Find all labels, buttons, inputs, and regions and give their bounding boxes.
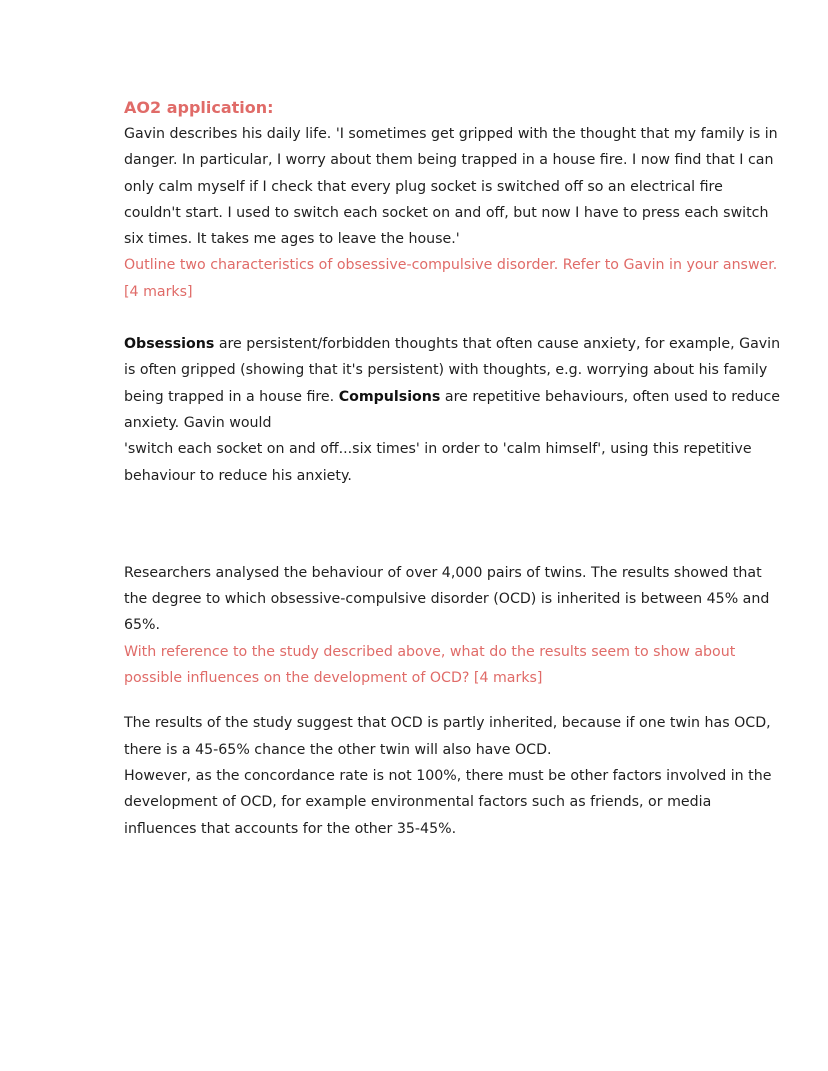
obsessions-term: Obsessions	[124, 336, 215, 353]
answer-1-continuation: 'switch each socket on and off...six times' in order to 'calm himself', using this repetitive behaviour to reduce his anxiety.	[124, 441, 752, 484]
question-2: With reference to the study described above, what do the results seem to show about possible influences on the development of OCD? [4 marks]	[124, 643, 736, 687]
answer-1	[124, 331, 784, 489]
scenario-text: Gavin describes his daily life. 'I sometimes get gripped with the thought that my family is in danger. In particular, I worry about them being trapped in a house fire. I now find that I can only calm myself if I check that every plug socket is switched off so an electrical fire couldn't start. I used to switch each socket on and off, but now I have to press each switch six times. It takes me ages to leave the house.'	[124, 126, 778, 248]
section-heading: AO2 application:	[124, 98, 274, 117]
compulsions-term: Compulsions	[338, 388, 441, 405]
question-1: Outline two characteristics of obsessive-compulsive disorder. Refer to Gavin in your answer. [4 marks]	[124, 257, 778, 300]
study-stimulus: Researchers analysed the behaviour of over 4,000 pairs of twins. The results showed that the degree to which obsessive-compulsive disorder (OCD) is inherited is between 45% and 65%.	[124, 564, 770, 634]
answer-2-line-2: However, as the concordance rate is not 100%, there must be other factors involved in the development of OCD, for example environmental factors such as friends, or media influences that accounts for the other 35-45%.	[124, 767, 772, 837]
compulsions-definition: are repetitive behaviours, often used to reduce anxiety. Gavin would	[124, 388, 780, 431]
worksheet-content	[124, 95, 784, 842]
answer-2-line-1: The results of the study suggest that OCD is partly inherited, because if one twin has OCD, there is a 45-65% chance the other twin will also have OCD.	[124, 715, 771, 758]
obsessions-definition: are persistent/forbidden thoughts that often cause anxiety, for example, Gavin is often gripped (showing that it's persistent) with thoughts, e.g. worrying about his family being trapped in a house fire.	[124, 336, 781, 405]
